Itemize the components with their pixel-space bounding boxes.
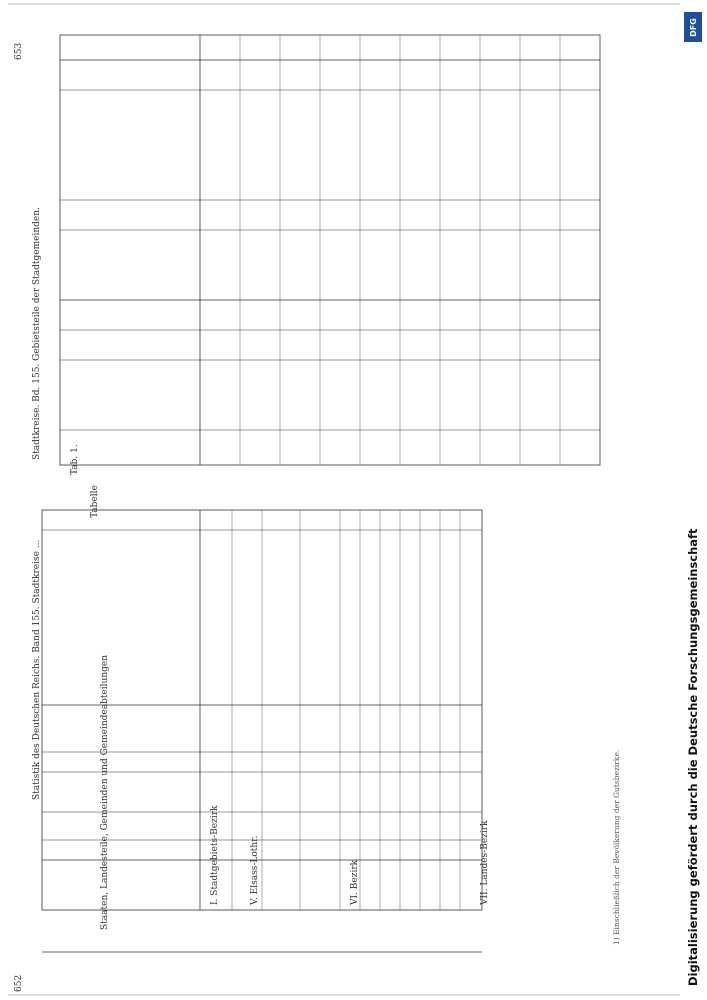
right-table-label: Tab. 1. — [70, 444, 80, 475]
right-running-header: Stadtkreise. Bd. 155. Gebietsteile der Stadtgemeinden. — [32, 207, 42, 460]
digitization-banner — [682, 6, 704, 990]
left-stub-heading: Staaten, Landesteile, Gemeinden und Gemeindeabteilungen — [100, 654, 110, 930]
dfg-logo: DFG — [684, 12, 702, 42]
left-section-4: VII. Landes-Bezirk — [480, 820, 490, 905]
left-table-label: Tabelle — [90, 485, 100, 518]
banner-text: Digitalisierung gefördert durch die Deutsche Forschungsgemeinschaft — [686, 528, 700, 986]
left-running-header: Statistik des Deutschen Reichs. Band 155. Stadtkreise ... — [32, 539, 42, 800]
left-section-1: I. Stadtgebiets-Bezirk — [210, 805, 220, 905]
left-section-2: V. Elsass-Lothr. — [250, 835, 260, 905]
right-page-number: 653 — [14, 42, 24, 60]
left-page-number: 652 — [14, 974, 24, 992]
left-footnote: 1) Einschließlich der Bevölkerung der Gutsbezirke. — [612, 749, 621, 945]
right-table — [60, 35, 600, 465]
left-section-3: VI. Bezirk — [350, 859, 360, 905]
